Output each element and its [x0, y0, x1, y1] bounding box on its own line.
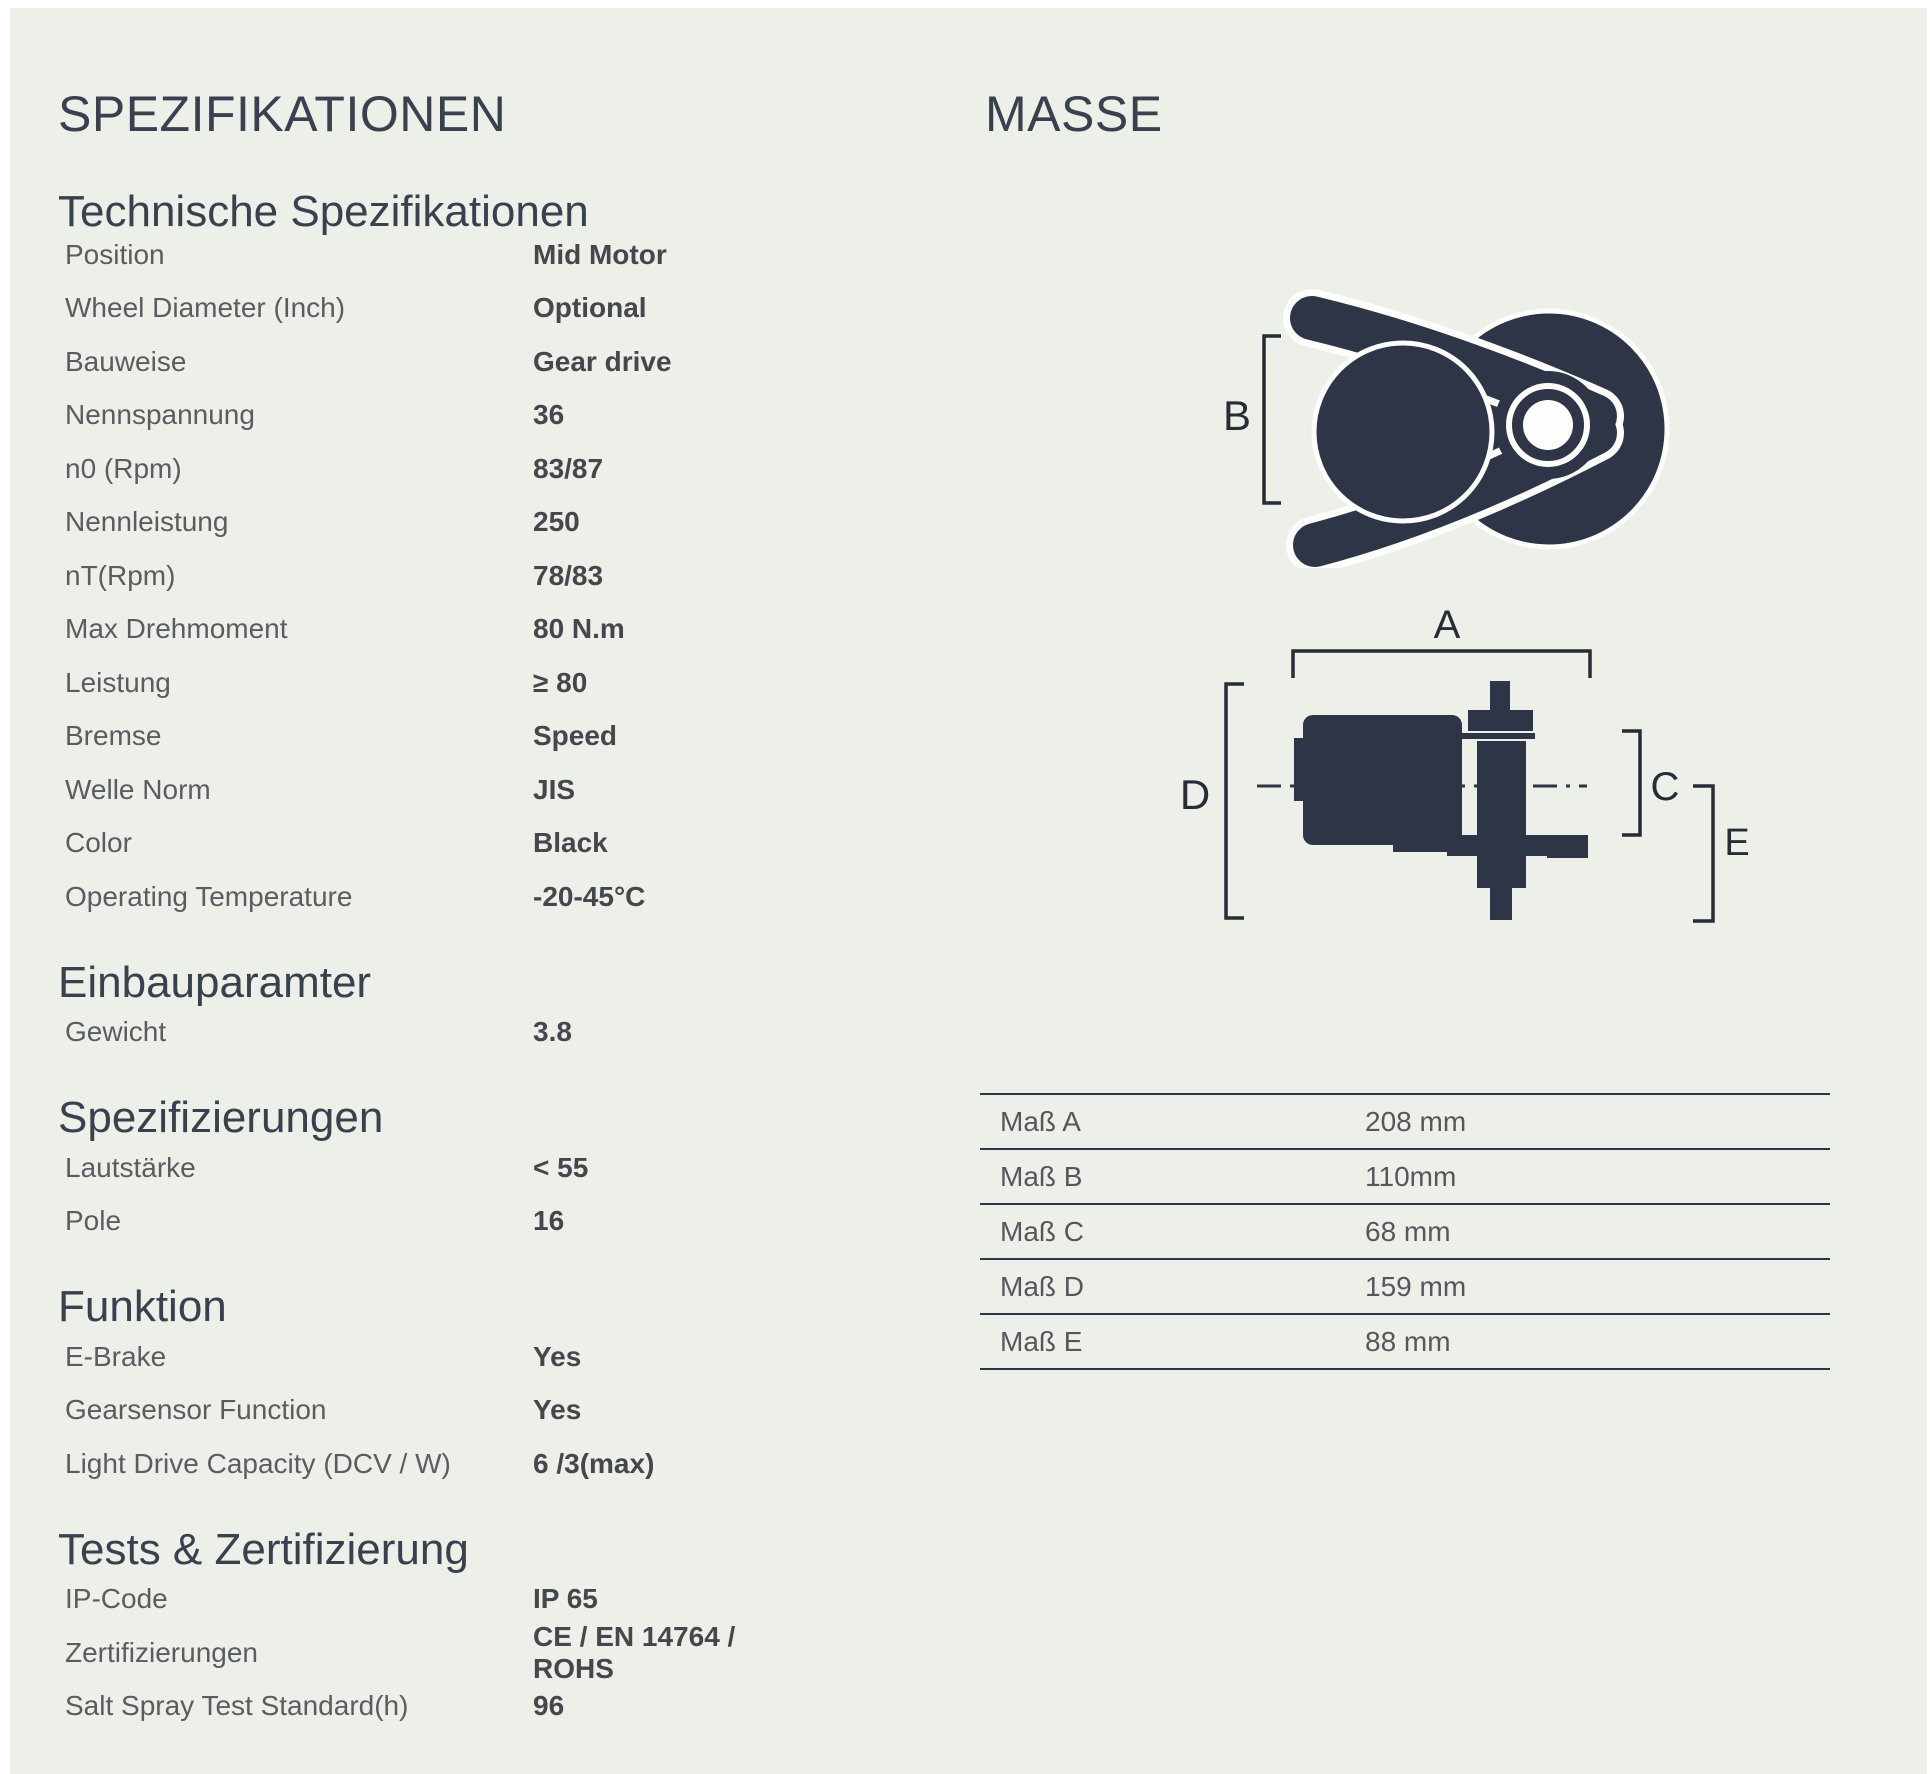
spec-value: 83/87 — [533, 452, 604, 484]
spec-value: 250 — [533, 506, 580, 538]
section-heading-funktion: Funktion — [58, 1282, 227, 1331]
spec-value: Yes — [533, 1394, 582, 1426]
dimension-label-b: B — [1222, 392, 1252, 439]
spec-label: Zertifizierungen — [65, 1636, 258, 1668]
dimension-label-c: C — [1650, 765, 1680, 809]
spec-value: 36 — [533, 399, 565, 431]
dimension-bracket-c — [1622, 731, 1640, 835]
spec-value: Gear drive — [533, 345, 672, 377]
spec-label: Salt Spray Test Standard(h) — [65, 1690, 409, 1722]
spec-label: Welle Norm — [65, 773, 211, 805]
table-value: 110mm — [1365, 1160, 1457, 1192]
section-rows — [58, 1573, 758, 1734]
table-row-mass-e — [980, 1313, 1830, 1368]
spec-row-light-drive-capacity — [58, 1437, 758, 1491]
spec-row-lautstaerke — [58, 1141, 758, 1195]
spec-label: Bauweise — [65, 345, 187, 377]
spec-value: 78/83 — [533, 559, 604, 591]
spec-row-e-brake — [58, 1330, 758, 1384]
section-rows — [58, 1006, 758, 1060]
spec-value: Mid Motor — [533, 238, 667, 270]
dimension-bracket-a — [1293, 651, 1590, 678]
table-row-mass-a — [980, 1093, 1830, 1148]
spec-row-wheel-diameter — [58, 282, 758, 336]
spec-value: Speed — [533, 720, 618, 752]
spec-label: Pole — [65, 1205, 122, 1237]
specifications-column — [58, 84, 758, 1733]
table-row-mass-b — [980, 1148, 1830, 1203]
spec-label: Wheel Diameter (Inch) — [65, 292, 346, 324]
spec-value: 3.8 — [533, 1016, 572, 1048]
table-row-mass-c — [980, 1203, 1830, 1258]
spec-value: JIS — [533, 773, 576, 805]
spec-label: Operating Temperature — [65, 880, 353, 912]
spec-value: Black — [533, 827, 608, 859]
motor-body-shape — [1294, 681, 1588, 920]
axle-hole — [1523, 400, 1573, 450]
page-title: SPEZIFIKATIONEN — [58, 86, 507, 142]
section-heading-tests-zertifizierung: Tests & Zertifizierung — [58, 1524, 469, 1574]
spec-label: Nennspannung — [65, 399, 255, 431]
spec-value: IP 65 — [533, 1583, 598, 1615]
spec-label: Lautstärke — [65, 1151, 196, 1183]
dimension-bracket-b — [1264, 336, 1281, 503]
spec-label: IP-Code — [65, 1583, 168, 1615]
dimension-bracket-d — [1226, 684, 1244, 918]
spec-value: -20-45°C — [533, 880, 646, 912]
spec-row-operating-temperature — [58, 870, 758, 924]
spec-row-nennleistung — [58, 496, 758, 550]
table-label: Maß B — [1000, 1160, 1083, 1192]
spec-value: 16 — [533, 1205, 565, 1237]
spec-value: 80 N.m — [533, 613, 625, 645]
table-label: Maß D — [1000, 1270, 1084, 1302]
motor-body-circle — [1314, 343, 1492, 521]
table-label: Maß C — [1000, 1215, 1084, 1247]
spec-row-n0-rpm — [58, 442, 758, 496]
spec-row-max-drehmoment — [58, 603, 758, 657]
spec-row-nt-rpm — [58, 549, 758, 603]
section-heading-spezifizierungen: Spezifizierungen — [58, 1093, 384, 1142]
spec-value: Optional — [533, 292, 647, 324]
spec-row-zertifizierungen — [58, 1620, 758, 1684]
spec-value: Yes — [533, 1340, 582, 1372]
section-heading-technische-spezifikationen: Technische Spezifikationen — [58, 187, 589, 236]
spec-row-bauweise — [58, 335, 758, 389]
spec-row-gearsensor — [58, 1384, 758, 1438]
spec-label: Bremse — [65, 720, 162, 752]
table-row-mass-d — [980, 1258, 1830, 1313]
dimension-label-e: E — [1724, 822, 1750, 864]
spec-label: Gearsensor Function — [65, 1394, 327, 1426]
spec-label: Color — [65, 827, 132, 859]
spec-row-ip-code — [58, 1573, 758, 1627]
spec-row-salt-spray-test — [58, 1680, 758, 1734]
spec-row-nennspannung — [58, 389, 758, 443]
spec-row-color — [58, 817, 758, 871]
spec-value: < 55 — [533, 1151, 589, 1183]
spec-row-welle-norm — [58, 763, 758, 817]
spec-value: 6 /3(max) — [533, 1447, 655, 1479]
section-rows — [58, 228, 758, 924]
table-label: Maß E — [1000, 1325, 1083, 1357]
spec-label: Position — [65, 238, 165, 270]
dimension-bracket-e — [1693, 786, 1713, 921]
spec-label: nT(Rpm) — [65, 559, 176, 591]
spec-value: 96 — [533, 1690, 565, 1722]
section-rows — [58, 1330, 758, 1491]
spec-label: Gewicht — [65, 1016, 167, 1048]
dimension-table — [980, 1093, 1830, 1370]
dimension-label-d: D — [1179, 771, 1211, 818]
spec-label: n0 (Rpm) — [65, 452, 182, 484]
spec-row-leistung — [58, 656, 758, 710]
masse-title: MASSE — [985, 86, 1163, 142]
table-value: 68 mm — [1365, 1215, 1451, 1247]
spec-label: Max Drehmoment — [65, 613, 288, 645]
spec-label: Light Drive Capacity (DCV / W) — [65, 1447, 451, 1479]
section-heading-einbauparamter: Einbauparamter — [58, 957, 372, 1007]
dimension-label-a: A — [1433, 603, 1461, 647]
section-rows — [58, 1141, 758, 1248]
table-value: 159 mm — [1365, 1270, 1467, 1302]
spec-row-bremse — [58, 710, 758, 764]
motor-top-view-diagram — [1190, 258, 1690, 568]
spec-value: CE / EN 14764 / ROHS — [533, 1620, 736, 1684]
spec-label: E-Brake — [65, 1340, 167, 1372]
motor-side-view-diagram — [1160, 598, 1800, 1018]
spec-value: ≥ 80 — [533, 666, 588, 698]
spec-row-gewicht — [58, 1006, 758, 1060]
spec-row-pole — [58, 1195, 758, 1249]
spec-label: Nennleistung — [65, 506, 229, 538]
table-value: 88 mm — [1365, 1325, 1451, 1357]
table-value: 208 mm — [1365, 1105, 1467, 1137]
table-label: Maß A — [1000, 1105, 1081, 1137]
spec-label: Leistung — [65, 666, 171, 698]
page-background — [10, 8, 1927, 1774]
